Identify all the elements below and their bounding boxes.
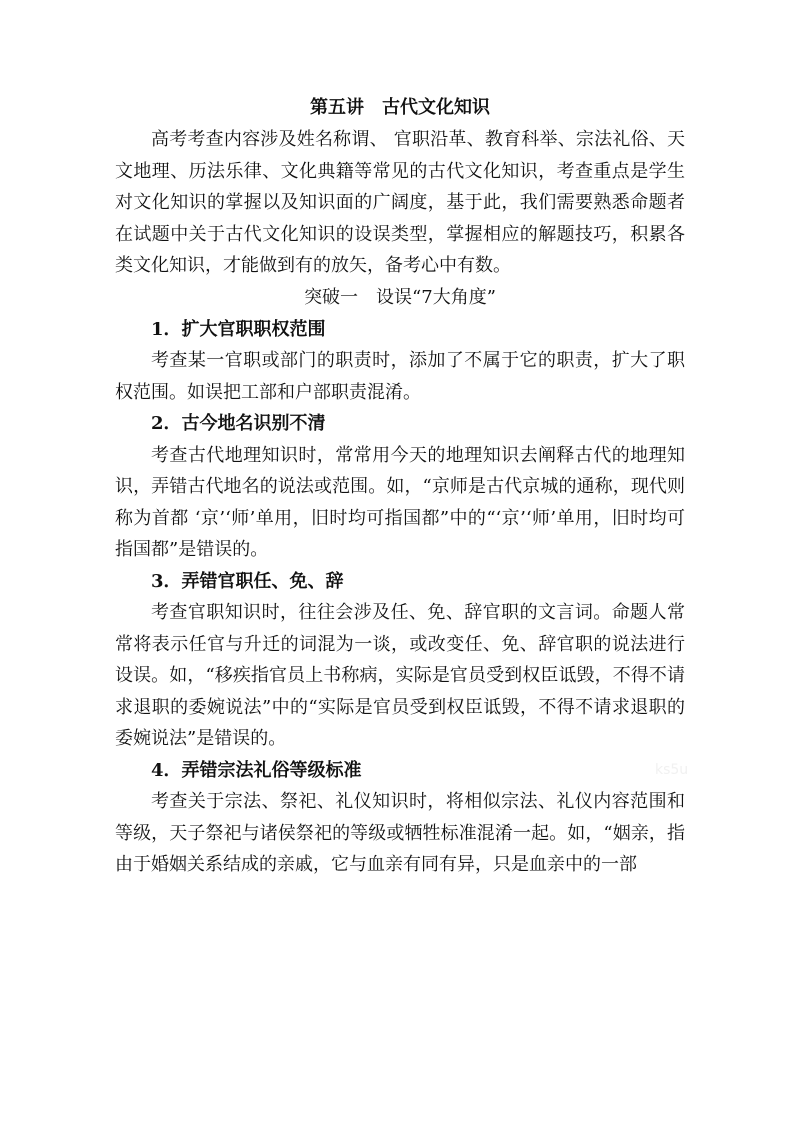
section-heading: 突破一 设误“7大角度” (304, 286, 496, 308)
item-body-4: 考查关于宗法、祭祀、礼仪知识时，将相似宗法、礼仪内容范围和等级，天子祭祀与诸侯祭祀的等级或牺牲标准混淆一起。如，“姻亲，指由于婚姻关系结成的亲戚，它与血亲有同有异，只是血亲中的一部 (115, 791, 685, 875)
document-page (115, 92, 685, 881)
item-body-2: 考查古代地理知识时，常常用今天的地理知识去阐释古代的地理知识，弄错古代地名的说法或范围。如，“京师是古代京城的通称，现代则称为首都 ‘京’‘师’单用，旧时均可指国都”中的“‘京’‘师’单用，旧时均可指国都”是错误的。 (115, 444, 685, 560)
item-heading-1: 1．扩大官职职权范围 (151, 318, 326, 340)
item-body-1: 考查某一官职或部门的职责时，添加了不属于它的职责，扩大了职权范围。如误把工部和户部职责混淆。 (115, 350, 685, 403)
watermark: ks5u (655, 762, 689, 778)
intro-paragraph: 高考考查内容涉及姓名称谓、 官职沿革、教育科举、宗法礼俗、天文地理、历法乐律、文化典籍等常见的古代文化知识，考查重点是学生对文化知识的掌握以及知识面的广阔度，基于此，我们需要熟悉命题者在试题中关于古代文化知识的设误类型，掌握相应的解题技巧，积累各类文化知识，才能做到有的放矢，备考心中有数。 (115, 129, 685, 276)
item-heading-4: 4．弄错宗法礼俗等级标准 (151, 759, 362, 781)
item-body-3: 考查官职知识时，往往会涉及任、免、辞官职的文言词。命题人常常将表示任官与升迁的词混为一谈，或改变任、免、辞官职的说法进行设误。如，“移疾指官员上书称病，实际是官员受到权臣诋毁，不得不请求退职的委婉说法”中的“实际是官员受到权臣诋毁，不得不请求退职的委婉说法”是错误的。 (115, 602, 685, 749)
page-title: 第五讲 古代文化知识 (310, 97, 490, 118)
item-heading-2: 2．古今地名识别不清 (151, 413, 326, 434)
item-heading-3: 3．弄错官职任、免、辞 (151, 570, 344, 592)
